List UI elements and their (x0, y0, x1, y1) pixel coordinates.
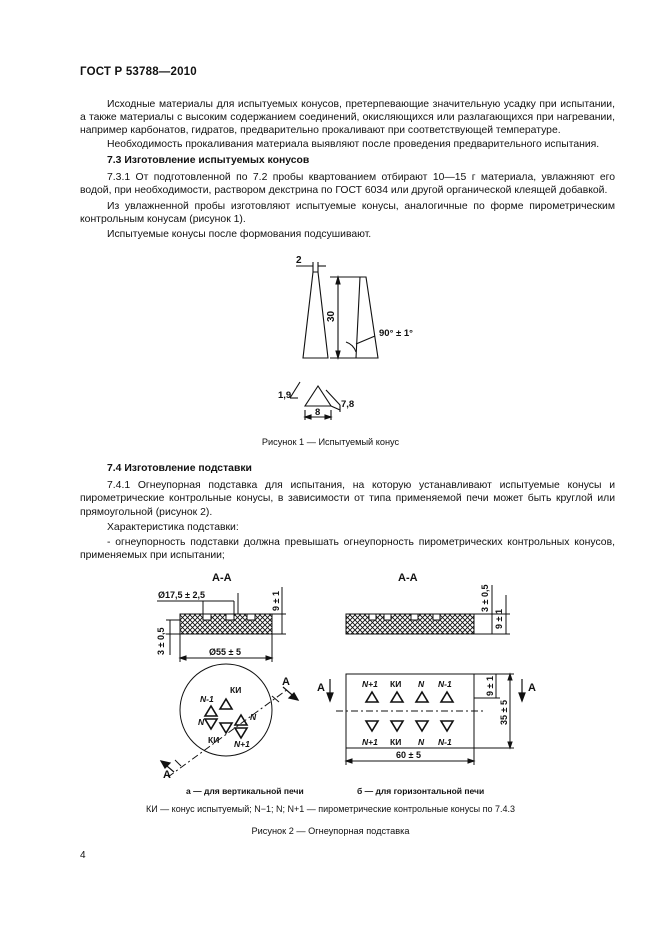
support-rect-section (346, 614, 474, 634)
figure-2-drawing (0, 565, 661, 805)
intro-block (80, 98, 615, 151)
b-dim-depth-label: 9 ± 1 (494, 609, 504, 629)
b-dim-width-label: 60 ± 5 (396, 750, 421, 760)
dim-right-label: 7,8 (341, 399, 355, 410)
cone-side-view (356, 277, 378, 358)
rect-label-bottom-2: КИ (390, 737, 402, 747)
cone-cross-section (305, 386, 331, 406)
round-label-n-left: N (198, 717, 205, 727)
a-dim-hole-label: Ø17,5 ± 2,5 (158, 590, 205, 600)
intro-paragraph-2: Необходимость прокаливания материала выявляют после проведения предварительного испытания. (107, 138, 600, 150)
figure-2-caption: Рисунок 2 — Огнеупорная подставка (251, 826, 410, 836)
b-dim-height2-label: 35 ± 5 (499, 700, 509, 725)
rect-arrow-label-left: А (317, 682, 325, 694)
section-7-4-paragraph-2: Характеристика подставки: (107, 521, 239, 533)
rect-label-top-3: N (418, 679, 425, 689)
figure-1-drawing (0, 250, 661, 430)
subcaption-b: б — для горизонтальной печи (357, 786, 485, 796)
round-arrow-label-bottom: А (163, 769, 171, 781)
rect-label-top-4: N-1 (438, 679, 452, 689)
round-label-ki-top: КИ (230, 685, 242, 695)
rect-label-bottom-1: N+1 (362, 737, 378, 747)
section-7-3-paragraph-1: 7.3.1 От подготовленной по 7.2 пробы квартованием отбирают 10—15 г материала, увлажняют его водой, при необходимости, раствором декстрина по ГОСТ 6034 или другой органической клеящей добавкой. (80, 172, 615, 197)
round-label-n1-left: N-1 (200, 694, 214, 704)
rect-arrow-label-right: А (528, 682, 536, 694)
section-7-4-heading: 7.4 Изготовление подставки (107, 463, 252, 474)
a-dim-diameter-label: Ø55 ± 5 (209, 647, 241, 657)
b-dim-row-label: 9 ± 1 (485, 676, 495, 696)
round-label-ki-bottom: КИ (208, 735, 220, 745)
dim-top-label: 2 (296, 255, 302, 266)
b-dim-height-label: 3 ± 0,5 (480, 584, 490, 612)
section-7-3-paragraph-3: Испытуемые конусы после формования подсушивают. (107, 229, 372, 241)
dim-base-label: 8 (315, 407, 321, 418)
standard-code: ГОСТ Р 53788—2010 (80, 66, 197, 78)
section-7-3-paragraph-2: Из увлажненной пробы изготовляют испытуемые конусы, аналогичные по форме пирометрическим контрольным конусам (рисунок 1). (80, 200, 615, 225)
round-label-n1-right: N+1 (234, 739, 250, 749)
a-dim-depth-label: 9 ± 1 (271, 591, 281, 611)
section-label-b: А-А (398, 572, 418, 584)
section-7-4-paragraph-3: - огнеупорность подставки должна превышать огнеупорность пирометрических контрольных конусов, применяемых при испытании; (80, 537, 615, 562)
section-7-3-heading: 7.3 Изготовление испытуемых конусов (107, 155, 310, 166)
rect-label-bottom-3: N (418, 737, 425, 747)
round-label-n-right: N (250, 712, 257, 722)
dim-height-label: 30 (326, 310, 337, 322)
section-7-4-paragraph-1: 7.4.1 Огнеупорная подставка для испытания, на которую устанавливают испытуемые конусы и пирометрические контрольные конусы, в зависимости от типа применяемой печи может быть круглой или прямоугольной (рисунок 2). (80, 480, 615, 518)
rect-label-top-1: N+1 (362, 679, 378, 689)
section-7-4 (80, 462, 615, 562)
rect-label-top-2: КИ (390, 679, 402, 689)
angle-label: 90° ± 1° (379, 328, 413, 339)
round-arrow-label-top: А (282, 676, 290, 688)
support-round-plan (180, 664, 272, 756)
subcaption-a: а — для вертикальной печи (186, 786, 304, 796)
intro-paragraph-1: Исходные материалы для испытуемых конусов, претерпевающие значительную усадку при испытании, а также материалы с высоким содержанием соединений, окисляющихся или разлагающихся при нагревании, например карбонатов, гидратов, предварительно прокаливают при соответствующей температуре. (80, 99, 615, 137)
a-dim-height-label: 3 ± 0,5 (156, 627, 166, 655)
figure-1-caption: Рисунок 1 — Испытуемый конус (261, 437, 400, 447)
dim-side-label: 1,9 (278, 390, 292, 401)
figure-2-legend: КИ — конус испытуемый; N−1; N; N+1 — пирометрические контрольные конусы по 7.4.3 (145, 804, 516, 814)
rect-label-bottom-4: N-1 (438, 737, 452, 747)
cone-front-view (303, 272, 328, 358)
page-number: 4 (80, 850, 86, 861)
section-7-3 (80, 154, 615, 241)
section-label-a: А-А (212, 572, 232, 584)
